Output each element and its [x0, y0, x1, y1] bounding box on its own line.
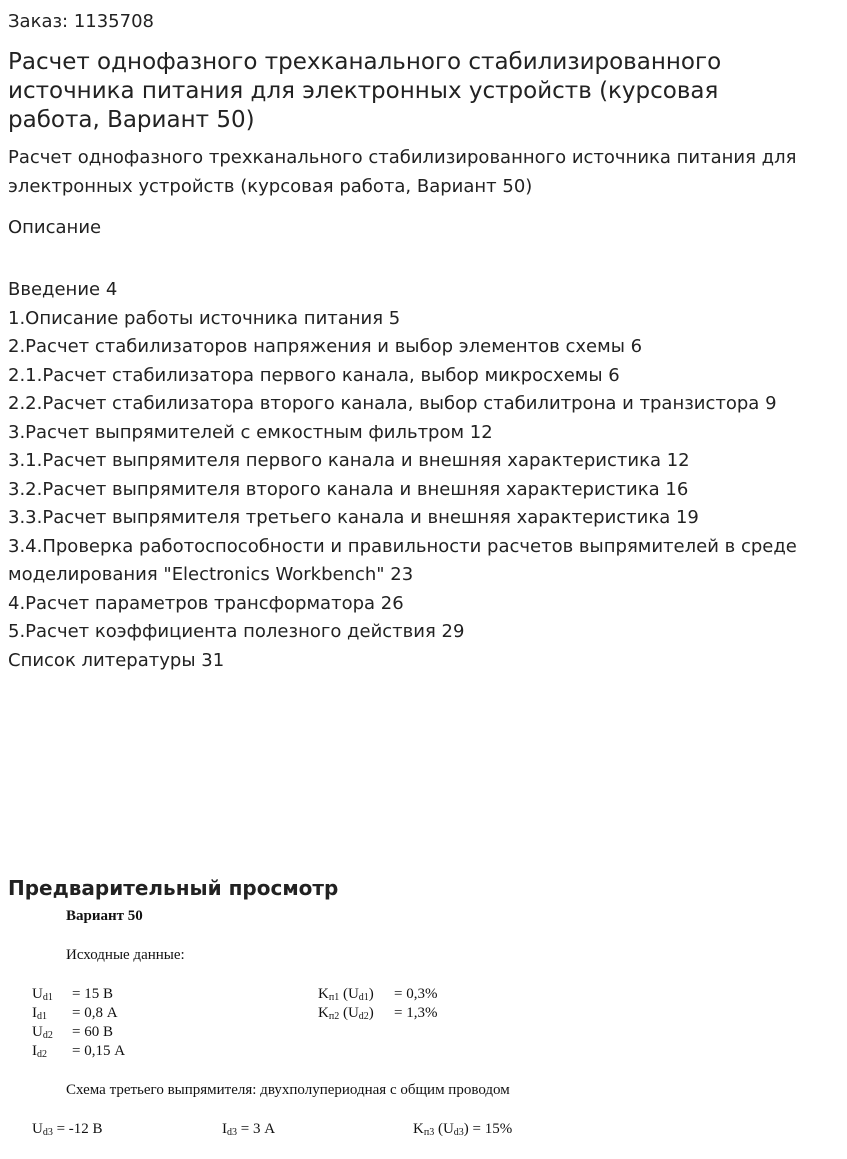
preview-heading: Предварительный просмотр: [8, 876, 339, 900]
toc-item: 3.3.Расчет выпрямителя третьего канала и внешняя характеристика 19: [8, 507, 699, 528]
param-u-d2: $U_{d2}$: [32, 1024, 53, 1041]
toc-item: 1.Описание работы источника питания 5: [8, 307, 401, 329]
toc-item: Список литературы 31: [8, 649, 225, 671]
scheme-label: Схема третьего выпрямителя: двухполупериодная с общим проводом: [66, 1082, 510, 1098]
page-title: Расчет однофазного трехканального стабилизированного источника питания для электронных устройств (курсовая работа, Вариант 50): [8, 49, 722, 133]
param-k-p3: $K_{п3}$ $(U_{d3}) = 15\%$: [413, 1121, 513, 1138]
toc-item: 3.1.Расчет выпрямителя первого канала и внешняя характеристика 12: [8, 450, 690, 471]
toc-item: Введение 4: [8, 279, 118, 300]
param-u-d3: $U_{d3} = -12$ В: [32, 1121, 103, 1138]
toc-item: 3.4.Проверка работоспособности и правильности расчетов выпрямителей в среде моделирования "Electronics Workbench" 23: [8, 535, 797, 585]
table-of-contents: [8, 276, 808, 675]
param-k-p2: $K_{п2}$ $(U_{d2})$: [318, 1005, 374, 1022]
param-k-p1-value: = 0,3%: [394, 986, 438, 1002]
order-number: Заказ: 1135708: [8, 11, 154, 32]
toc-item: 2.Расчет стабилизаторов напряжения и выбор элементов схемы 6: [8, 336, 643, 357]
toc-item: 2.2.Расчет стабилизатора второго канала, выбор стабилитрона и транзистора 9: [8, 393, 777, 414]
toc-item: 2.1.Расчет стабилизатора первого канала, выбор микросхемы 6: [8, 364, 620, 386]
param-k-p1: $K_{п1}$ $(U_{d1})$: [318, 986, 374, 1003]
toc-item: 5.Расчет коэффициента полезного действия 29: [8, 621, 465, 642]
param-u-d1-value: = 15 В: [72, 986, 113, 1002]
param-k-p2-value: = 1,3%: [394, 1005, 438, 1021]
variant-label: Вариант 50: [66, 908, 143, 924]
toc-item: 4.Расчет параметров трансформатора 26: [8, 592, 404, 614]
param-i-d2: $I_{d2}$: [32, 1043, 47, 1060]
input-data-label: Исходные данные:: [66, 947, 185, 963]
param-u-d1: $U_{d1}$: [32, 986, 53, 1003]
param-i-d3: $I_{d3} = 3$ А: [222, 1121, 276, 1138]
param-i-d2-value: = 0,15 А: [72, 1043, 126, 1059]
toc-item: 3.Расчет выпрямителей с емкостным фильтром 12: [8, 421, 493, 443]
toc-item: 3.2.Расчет выпрямителя второго канала и внешняя характеристика 16: [8, 478, 689, 500]
param-u-d2-value: = 60 В: [72, 1024, 113, 1040]
param-i-d1: $I_{d1}$: [32, 1005, 47, 1022]
page-subtitle: Расчет однофазного трехканального стабилизированного источника питания для электронных устройств (курсовая работа, Вариант 50): [8, 147, 797, 197]
param-i-d1-value: = 0,8 А: [72, 1005, 118, 1021]
description-heading: Описание: [8, 217, 102, 238]
